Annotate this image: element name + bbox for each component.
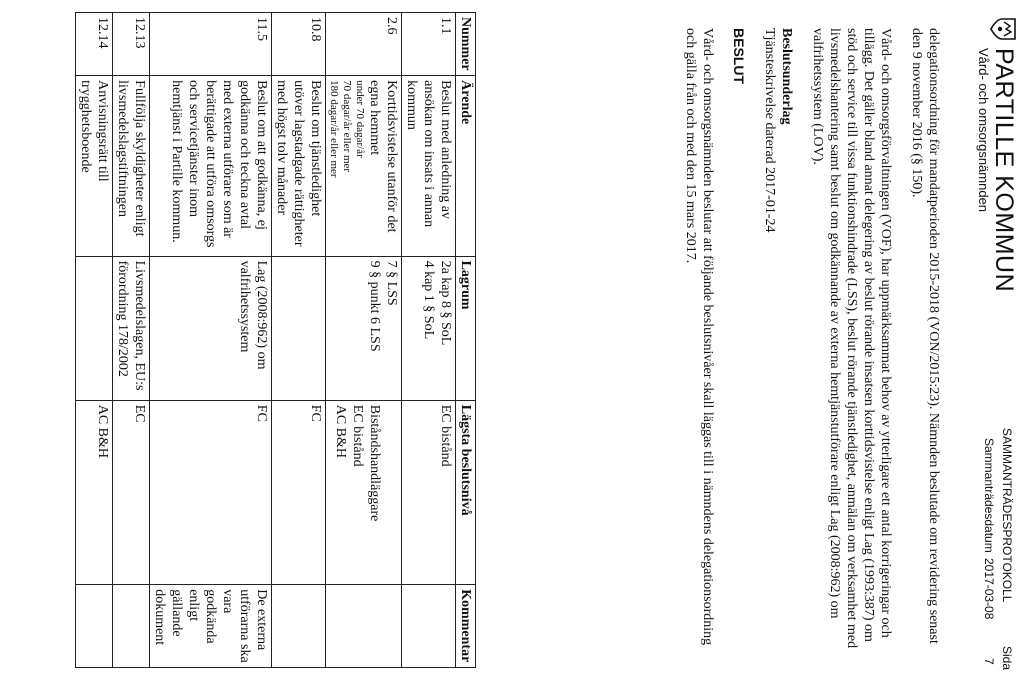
paragraph-background: Vård- och omsorgsförvaltningen (VOF), har uppmärksammat behov av ytterligare ett antal korrigeringar och tillägg. Det gäller bland annat delegering av beslut rörande insatsen korttidsvistelse enligt Lag (1993:387) om stöd och service till vissa funktionshindrade (LSS), beslut rörande tjänstledighet, anmälan om verksamhet med livsmedelshantering samt beslut om godkännande av externa hemtjänstutförare enligt Lag (2008:962) om valfrihetssystem (LOV). [810, 28, 893, 649]
cell-kommentar [272, 585, 326, 668]
page-number: 7 [982, 658, 996, 665]
table-row [402, 13, 456, 668]
cell-arende: Anvisningsrätt till trygghetsboende [76, 76, 113, 256]
cell-kommentar [113, 585, 150, 668]
underlag-text: Tjänsteskrivelse daterad 2017-01-24 [762, 28, 777, 233]
org-department: Vård- och omsorgsnämnden [976, 48, 991, 213]
table-row [76, 13, 113, 668]
cell-arende [326, 76, 402, 256]
body-text [668, 28, 942, 658]
cell-lagrum [272, 256, 326, 400]
cell-kommentar: De externa utförarna ska vara godkända enligt gällande dokument [150, 585, 272, 668]
cell-number: 2.6 [326, 13, 402, 76]
delegation-table [75, 12, 476, 668]
table-row [272, 13, 326, 668]
cell-kommentar [76, 585, 113, 668]
table-row [113, 13, 150, 668]
cell-arende: Beslut med anledning av ansökan om insats i annan kommun [402, 76, 456, 256]
cell-lagrum: Livsmedelslagen, EU:s förordning 178/2002 [113, 256, 150, 400]
cell-niva: Biståndshandläggare EC bistånd AC B&H [326, 400, 402, 584]
cell-arende: Fullfölja skyldigheter enligt livsmedelslagstiftningen [113, 76, 150, 256]
cell-lagrum [76, 256, 113, 400]
cell-lagrum: Lag (2008:962) om valfrihetssystem [150, 256, 272, 400]
beslut-heading: BESLUT [731, 28, 747, 84]
page-label: Sida [1000, 646, 1014, 671]
cell-kommentar [402, 585, 456, 668]
cell-number: 12.14 [76, 13, 113, 76]
col-header-arende: Ärende [456, 76, 476, 256]
beslut-text: Vård- och omsorgsnämnden beslutar att följande beslutsnivåer skall läggas till i nämndens delegationsordning och gälla från och med den 15 mars 2017. [683, 28, 715, 646]
cell-niva: FC [272, 400, 326, 584]
cell-number: 10.8 [272, 13, 326, 76]
cell-lagrum: 2a kap 8 § SoL 4 kap 1 § SoL [402, 256, 456, 400]
cell-kommentar [326, 585, 402, 668]
org-name: PARTILLE KOMMUN [990, 48, 1018, 293]
municipal-crest-icon [990, 18, 1016, 40]
table-row [326, 13, 402, 668]
col-header-number: Nummer [456, 13, 476, 76]
cell-arende: Beslut om att godkänna, ej godkänna och teckna avtal med externa utförare som är berättigade att utföra omsorgs och servicetjänster inom hemtjänst i Partille kommun. [150, 76, 272, 256]
document-type: SAMMANTRÄDESPROTOKOLL [1000, 428, 1014, 603]
page-header [960, 18, 1018, 678]
col-header-kommentar: Kommentar [456, 585, 476, 668]
meeting-date-label: Sammanträdesdatum [982, 438, 996, 553]
cell-niva: FC [150, 400, 272, 584]
cell-arende: Beslut om tjänstledighet utöver lagstadgade rättigheter med högst tolv månader [272, 76, 326, 256]
cell-niva: AC B&H [76, 400, 113, 584]
cell-niva: EC bistånd [402, 400, 456, 584]
table-header-row [456, 13, 476, 668]
table-row [150, 13, 272, 668]
col-header-lagrum: Lagrum [456, 256, 476, 400]
underlag-heading: Beslutsunderlag [779, 28, 794, 125]
paragraph-delegation: delegationsordning för mandatperioden 2015-2018 (VON/2015:23). Nämnden beslutade om revidering senast den 9 november 2016 (§ 150). [909, 28, 941, 644]
meeting-date: 2017-03-08 [982, 558, 996, 620]
cell-number: 1.1 [402, 13, 456, 76]
cell-number: 12.13 [113, 13, 150, 76]
cell-niva: EC [113, 400, 150, 584]
cell-arende-main: Korttidsvistelse utanför det egna hemmet [367, 80, 399, 233]
cell-arende-sub: under 70 dagar/år 70 dagar/år eller mer 180 dagar/år eller mer [328, 80, 366, 178]
cell-number: 11.5 [150, 13, 272, 76]
cell-lagrum: 7 § LSS 9 § punkt 6 LSS [326, 256, 402, 400]
col-header-niva: Lägsta beslutsnivå [456, 400, 476, 584]
